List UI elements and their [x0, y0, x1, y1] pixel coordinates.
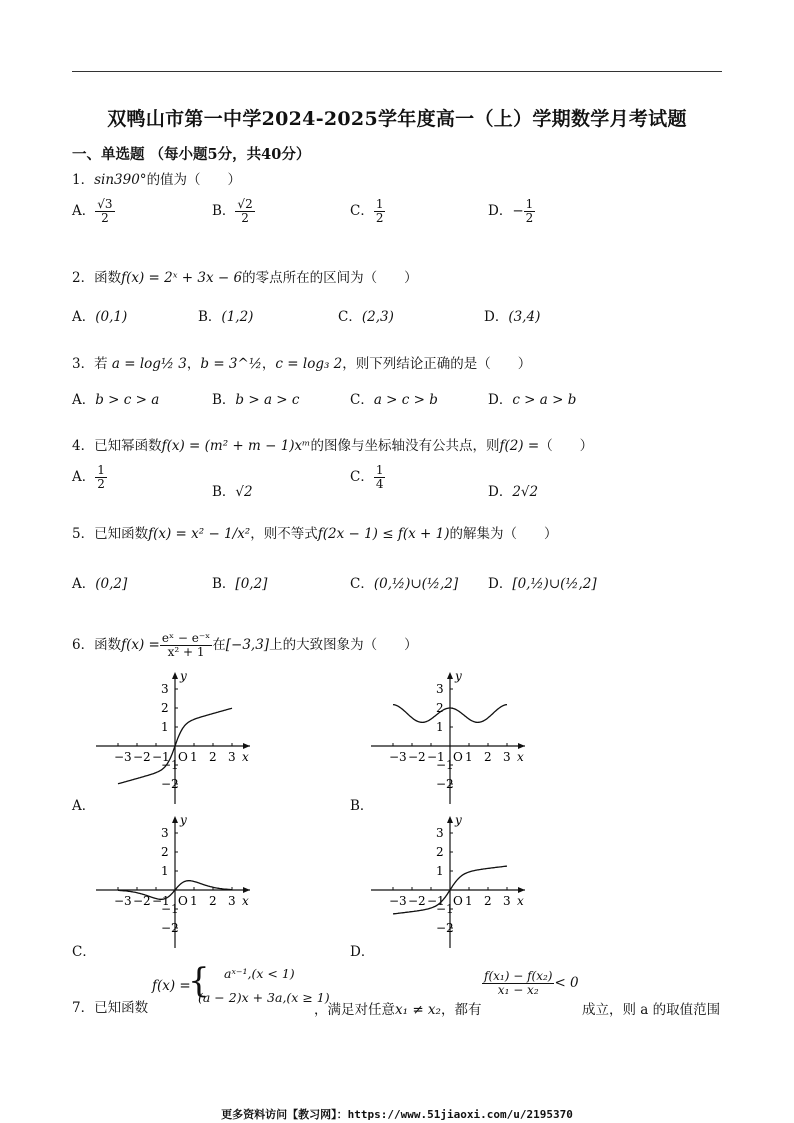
x-tick-label: −3	[389, 750, 407, 764]
y-tick-label: 2	[161, 845, 169, 859]
graph-d	[365, 812, 535, 952]
q4-option-b: B．√2	[212, 484, 253, 500]
x-axis-label: x	[242, 894, 249, 908]
x-tick-label: −3	[114, 894, 132, 908]
y-tick-label: 2	[436, 701, 444, 715]
q5-option-a: A．(0,2]	[72, 576, 128, 592]
y-tick-label: −2	[436, 921, 454, 935]
y-axis-label: y	[455, 813, 462, 827]
q4-option-d: D．2√2	[488, 484, 539, 500]
x-tick-label: −3	[114, 750, 132, 764]
y-tick-label: 2	[161, 701, 169, 715]
x-axis-label: x	[517, 750, 524, 764]
x-axis-label: x	[517, 894, 524, 908]
q7-stem-post: 成立，则 a 的取值范围	[582, 1002, 721, 1018]
question-6: 6．函数f(x) = $\frac{\text{eˣ − e⁻ˣ}}{\text{x² + 1}}$ 在[−3,3]上的大致图象为（ ）	[72, 631, 418, 660]
q1-stem: 的值为（ ）	[146, 172, 242, 188]
q7-case-1: aˣ⁻¹,(x < 1)	[224, 966, 295, 981]
q3-option-d: D．c > a > b	[488, 392, 577, 408]
x-tick-label: −2	[133, 894, 151, 908]
q2-option-a: A．(0,1)	[72, 309, 128, 325]
x-tick-label: 3	[503, 894, 511, 908]
y-tick-label: 1	[436, 864, 444, 878]
graph-c	[90, 812, 260, 952]
y-axis-label: y	[180, 669, 187, 683]
q6-option-b: B．	[350, 798, 374, 814]
y-tick-label: 2	[436, 845, 444, 859]
q4-option-c: C． $\frac{1}{4}$	[350, 463, 384, 492]
q3-c-def: c = log₃ 2	[275, 356, 343, 372]
q2-option-d: D．(3,4)	[484, 309, 541, 325]
y-tick-label: −1	[436, 902, 454, 916]
q5-option-d: D．[0,½)∪(½,2]	[488, 576, 597, 592]
y-tick-label: 3	[436, 682, 444, 696]
x-tick-label: −2	[408, 894, 426, 908]
y-axis-arrow	[172, 672, 178, 679]
x-axis-arrow	[518, 887, 525, 893]
x-tick-label: 1	[190, 894, 198, 908]
x-tick-label: 1	[190, 750, 198, 764]
x-tick-label: −1	[152, 750, 170, 764]
q5-option-b: B．[0,2]	[212, 576, 268, 592]
q3-option-b: B．b > a > c	[212, 392, 300, 408]
q1-option-a: A． $\frac{√3}{2}$	[72, 197, 113, 226]
x-tick-label: 2	[484, 750, 492, 764]
graph-b	[365, 668, 535, 808]
y-tick-label: −2	[436, 777, 454, 791]
x-tick-label: 2	[484, 894, 492, 908]
q7-fx: f(x) =	[152, 978, 191, 994]
x-tick-label: O	[178, 750, 188, 764]
x-axis-arrow	[243, 887, 250, 893]
x-tick-label: 3	[503, 750, 511, 764]
x-tick-label: 1	[465, 750, 473, 764]
q1-option-b: B． $\frac{√2}{2}$	[212, 197, 253, 226]
y-tick-label: −2	[161, 921, 179, 935]
x-tick-label: −3	[389, 894, 407, 908]
y-axis-arrow	[447, 816, 453, 823]
q1-option-d: D．− $\frac{1}{2}$	[488, 197, 534, 226]
y-axis-label: y	[455, 669, 462, 683]
x-tick-label: 2	[209, 750, 217, 764]
x-tick-label: −2	[408, 750, 426, 764]
y-tick-label: 3	[436, 826, 444, 840]
q6-option-d: D．	[350, 944, 375, 960]
page-title: 双鸭山市第一中学2024-2025学年度高一（上）学期数学月考试题	[107, 108, 687, 130]
q3-b-def: b = 3^½	[200, 356, 262, 372]
x-tick-label: −1	[427, 750, 445, 764]
y-tick-label: 3	[161, 682, 169, 696]
q1-expression: sin390°	[94, 172, 147, 188]
question-7-label: 7．已知函数	[72, 1000, 149, 1016]
x-axis-arrow	[243, 743, 250, 749]
section-heading: 一、单选题 （每小题5分，共40分）	[72, 146, 311, 163]
q7-brace: {	[188, 961, 210, 1001]
x-tick-label: 2	[209, 894, 217, 908]
y-tick-label: −1	[436, 758, 454, 772]
question-5: 5．已知函数f(x) = x² − 1/x²，则不等式f(2x − 1) ≤ f(x + 1)的解集为（ ）	[72, 526, 558, 542]
q7-case-2: (a − 2)x + 3a,(x ≥ 1)	[198, 990, 330, 1005]
q3-option-a: A．b > c > a	[72, 392, 160, 408]
q1-number: 1．	[72, 172, 95, 188]
x-tick-label: −2	[133, 750, 151, 764]
x-tick-label: −1	[427, 894, 445, 908]
question-3: 3．若 a = log½ 3，b = 3^½，c = log₃ 2，则下列结论正确的是（ ）	[72, 356, 532, 372]
q1-option-c: C． $\frac{1}{2}$	[350, 197, 384, 226]
x-tick-label: 1	[465, 894, 473, 908]
footer-link: 更多资料访问【教习网】：https://www.51jiaoxi.com/u/2195370	[221, 1108, 573, 1121]
y-tick-label: −1	[161, 902, 179, 916]
y-tick-label: −2	[161, 777, 179, 791]
q7-stem-mid: ，满足对任意x₁ ≠ x₂，都有	[314, 1002, 482, 1018]
x-axis-arrow	[518, 743, 525, 749]
q3-a-def: a = log½ 3	[111, 356, 187, 372]
q2-option-b: B．(1,2)	[198, 309, 254, 325]
y-tick-label: 1	[161, 864, 169, 878]
q2-expression: f(x) = 2ˣ + 3x − 6	[121, 270, 243, 286]
y-tick-label: −1	[161, 758, 179, 772]
y-tick-label: 3	[161, 826, 169, 840]
y-axis-arrow	[447, 672, 453, 679]
q5-option-c: C．(0,½)∪(½,2]	[350, 576, 459, 592]
x-tick-label: −1	[152, 894, 170, 908]
q2-option-c: C．(2,3)	[338, 309, 394, 325]
q3-option-c: C．a > c > b	[350, 392, 438, 408]
x-tick-label: 3	[228, 894, 236, 908]
q6-option-c: C．	[72, 944, 96, 960]
question-1	[72, 168, 241, 188]
x-tick-label: O	[453, 894, 463, 908]
q7-difference-quotient: $\frac{\text{f(x₁) − f(x₂)}}{\text{x₁ − x₂}}$ < 0	[484, 969, 579, 998]
x-axis-label: x	[242, 750, 249, 764]
graph-a	[90, 668, 260, 808]
x-tick-label: 3	[228, 750, 236, 764]
y-tick-label: 1	[161, 720, 169, 734]
top-rule	[72, 71, 722, 72]
q4-option-a: A． $\frac{1}{2}$	[72, 463, 105, 492]
x-tick-label: O	[178, 894, 188, 908]
question-4: 4．已知幂函数f(x) = (m² + m − 1)xᵐ的图像与坐标轴没有公共点，则f(2) =（ ）	[72, 438, 594, 454]
y-axis-arrow	[172, 816, 178, 823]
y-axis-label: y	[180, 813, 187, 827]
q6-option-a: A．	[72, 798, 96, 814]
y-tick-label: 1	[436, 720, 444, 734]
question-2: 2．函数f(x) = 2ˣ + 3x − 6的零点所在的区间为（ ）	[72, 270, 418, 286]
x-tick-label: O	[453, 750, 463, 764]
